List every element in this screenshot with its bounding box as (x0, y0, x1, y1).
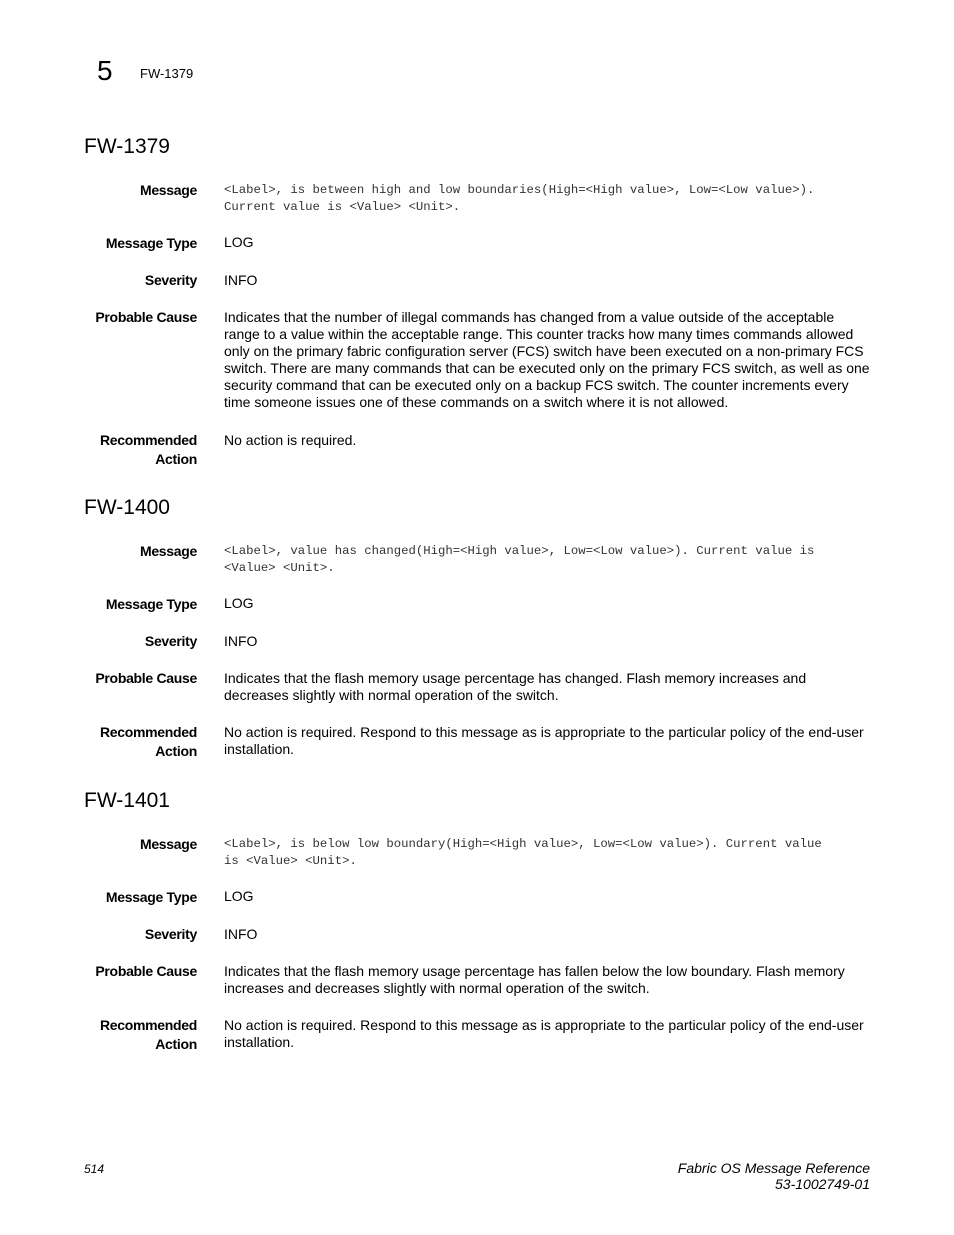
message-label: Message (139, 543, 197, 559)
recommended-action-text: No action is required. Respond to this message as is appropriate to the particular policy of the end-user installation. (224, 1017, 864, 1050)
chapter-number: 5 (97, 55, 113, 86)
footer-doc-info (678, 1160, 870, 1192)
recommended-action-label (40, 723, 197, 761)
message-type-label: Message Type (105, 889, 197, 905)
section-title: FW-1401 (84, 789, 170, 812)
message-type-value: LOG (224, 234, 254, 250)
severity-value: INFO (224, 272, 258, 288)
message-label: Message (139, 182, 197, 198)
recommended-action-label (40, 1016, 197, 1054)
recommended-label-line2: Action (155, 743, 197, 759)
recommended-action-text: No action is required. Respond to this message as is appropriate to the particular policy of the end-user installation. (224, 724, 864, 757)
severity-value: INFO (224, 633, 258, 649)
message-text: <Label>, is between high and low boundaries(High=<High value>, Low=<Low value>). Current value is <Value> <Unit>. (224, 183, 815, 214)
probable-cause-text: Indicates that the flash memory usage percentage has fallen below the low boundary. Flash memory increases and decreases slightly with normal operation of the switch. (224, 963, 845, 996)
footer-doc-title: Fabric OS Message Reference (677, 1160, 870, 1176)
recommended-label-line1: Recommended (99, 1017, 197, 1033)
severity-label: Severity (144, 926, 197, 942)
probable-cause-label: Probable Cause (95, 670, 197, 686)
severity-label: Severity (144, 272, 197, 288)
section-title: FW-1400 (84, 496, 170, 519)
recommended-label-line1: Recommended (99, 432, 197, 448)
probable-cause-label: Probable Cause (95, 309, 197, 325)
recommended-label-line1: Recommended (99, 724, 197, 740)
message-type-label: Message Type (105, 596, 197, 612)
probable-cause-text: Indicates that the number of illegal commands has changed from a value outside of the acceptable range to a value within the acceptable range. This counter tracks how many times commands allowed only on the primary fabric configuration server (FCS) switch have been executed on a non-primary FCS switch. There are many commands that can be executed only on the primary FCS switch, as well as one security command that can be executed only on a backup FCS switch. The counter increments every time someone issues one of these commands on a switch where it is not allowed. (224, 309, 870, 410)
recommended-label-line2: Action (155, 1036, 197, 1052)
message-text: <Label>, is below low boundary(High=<High value>, Low=<Low value>). Current value is <Value> <Unit>. (224, 837, 822, 868)
message-type-label: Message Type (105, 235, 197, 251)
page-number: 514 (84, 1162, 105, 1176)
severity-label: Severity (144, 633, 197, 649)
probable-cause-text: Indicates that the flash memory usage percentage has changed. Flash memory increases and decreases slightly with normal operation of the switch. (224, 670, 807, 703)
message-type-value: LOG (224, 888, 254, 904)
running-title: FW-1379 (140, 66, 194, 81)
recommended-label-line2: Action (155, 451, 197, 467)
footer-doc-number: 53-1002749-01 (775, 1176, 870, 1192)
message-label: Message (139, 836, 197, 852)
recommended-action-text: No action is required. (224, 432, 357, 448)
probable-cause-label: Probable Cause (95, 963, 197, 979)
severity-value: INFO (224, 926, 258, 942)
message-text: <Label>, value has changed(High=<High value>, Low=<Low value>). Current value is <Value> <Unit>. (224, 544, 815, 575)
message-type-value: LOG (224, 595, 254, 611)
section-title: FW-1379 (84, 135, 170, 158)
recommended-action-label (40, 431, 197, 469)
